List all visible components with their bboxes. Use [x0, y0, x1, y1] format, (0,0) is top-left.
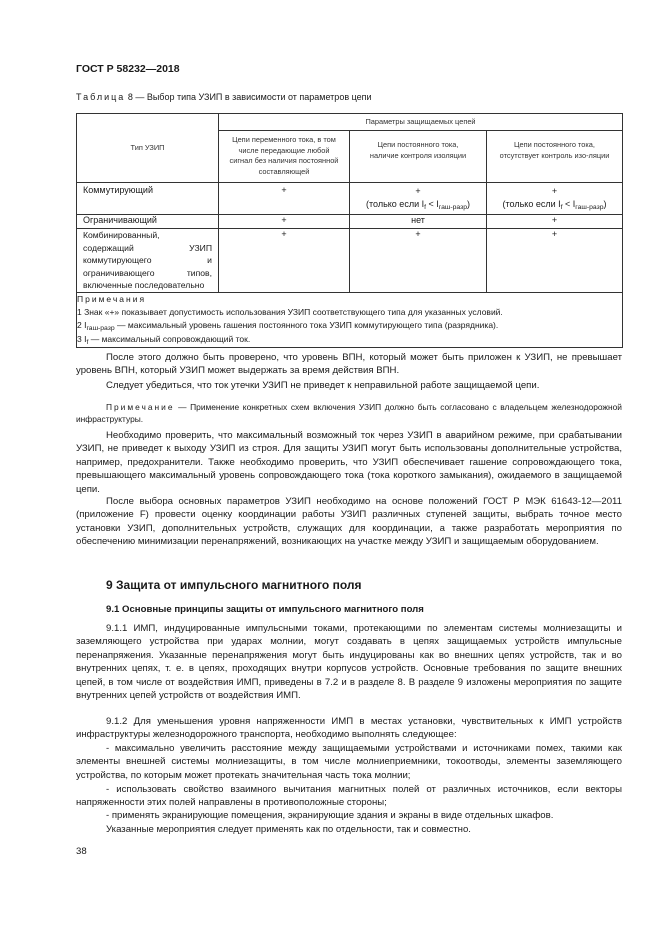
- notes-title: Примечания: [77, 293, 147, 304]
- cell-value: +: [350, 229, 487, 293]
- col-header-dc-control: Цепи постоянного тока, наличие контроля изоляции: [350, 131, 487, 183]
- note-2: 2 $I_{гаш-разр}$ — максимальный уровень гашения постоянного тока УЗИП коммутирующего типа (разрядника).: [77, 319, 499, 332]
- cell-value: +: [487, 229, 623, 293]
- table-notes: [77, 292, 623, 347]
- paragraph: Необходимо проверить, что максимальный возможный ток через УЗИП в аварийном режиме, при срабатывании УЗИП, не приведет к выходу УЗИП из строя. Для защиты УЗИП могут быть использованы дополнительные устройства, например, предохранители. Также необходимо проверить, что УЗИП обеспечивает гашение сопровождающего тока, превышающего максимальный уровень сопровождающего тока (тока короткого замыкания), ожидаемого в защищаемой цепи.: [76, 430, 622, 495]
- table-caption-label: Таблица: [76, 92, 126, 102]
- row-type: Коммутирующий: [77, 183, 219, 215]
- cell-condition: (только если $I_f < I_{гаш-разр}$): [366, 199, 470, 211]
- cell-value: +: [219, 215, 350, 229]
- paragraph: После выбора основных параметров УЗИП необходимо на основе положений ГОСТ Р МЭК 61643-12—2011 (приложение F) провести оценку координации работы УЗИП различных ступеней защиты, выбрать точное место установки УЗИП, дополнительных устройств, служащих для координации, а также разработать мероприятия по обеспечению минимизации перенапряжений, возникающих на участке между УЗИП и защищаемым оборудованием.: [76, 496, 622, 548]
- col-header-dc-no-control: Цепи постоянного тока, отсутствует контроль изо-ляции: [487, 131, 623, 183]
- col-header-type: Тип УЗИП: [77, 114, 219, 183]
- cell-value: [350, 183, 487, 215]
- cell-value: нет: [350, 215, 487, 229]
- table-row: [77, 215, 623, 229]
- table-row: [77, 229, 623, 293]
- note-label: Примечание: [106, 402, 175, 412]
- note-3: 3 $I_f$ — максимальный сопровождающий ток.: [77, 333, 251, 346]
- list-item: - применять экранирующие помещения, экранирующие здания и экраны в виде отдельных шкафов.: [106, 810, 554, 821]
- uzip-selection-table: [76, 113, 623, 348]
- paragraph: 9.1.2 Для уменьшения уровня напряженности ИМП в местах установки, чувствительных к ИМП устройств инфраструктуры железнодорожного транспорта, необходимо выполнять следующее:: [76, 716, 622, 741]
- cell-plus: +: [415, 186, 421, 196]
- cell-condition: (только если $I_f < I_{гаш-разр}$): [502, 199, 607, 211]
- cell-value: +: [487, 215, 623, 229]
- section-heading: 9 Защита от импульсного магнитного поля: [106, 578, 362, 592]
- table-row: [77, 183, 623, 215]
- list-item: - использовать свойство взаимного вычитания магнитных полей от различных источников, если векторы напряженности этих полей направлены в противоположные стороны;: [76, 784, 622, 809]
- subsection-heading: 9.1 Основные принципы защиты от импульсного магнитного поля: [106, 604, 424, 615]
- paragraph: Указанные мероприятия следует применять как по отдельности, так и совместно.: [106, 824, 471, 835]
- table-caption: [76, 92, 372, 102]
- paragraph: Следует убедиться, что ток утечки УЗИП не приведет к неправильной работе защищаемой цепи.: [106, 380, 540, 391]
- document-header: ГОСТ Р 58232—2018: [76, 63, 180, 75]
- col-header-ac: Цепи переменного тока, в том числе передающие любой сигнал без наличия постоянной составляющей: [219, 131, 350, 183]
- row-type: Комбинированный, содержащий УЗИП коммутирующего и ограничивающего типов, включенные последовательно: [77, 229, 219, 293]
- paragraph-note: [76, 401, 622, 425]
- group-header: Параметры защищаемых цепей: [219, 114, 623, 131]
- page-number: 38: [76, 846, 87, 857]
- list-item: - максимально увеличить расстояние между защищаемыми устройствами и источниками помех, такими как элементы внешней системы молниезащиты, в том числе молниеприемники, токоотводы, элементы заземляющего устройства, по которым может протекать значительная часть тока молнии;: [76, 743, 622, 781]
- cell-value: +: [219, 183, 350, 215]
- cell-value: +: [219, 229, 350, 293]
- note-1: 1 Знак «+» показывает допустимость использования УЗИП соответствующего типа для указанных условий.: [77, 306, 503, 317]
- row-type: Ограничивающий: [77, 215, 219, 229]
- paragraph: 9.1.1 ИМП, индуцированные импульсными токами, протекающими по элементам системы молниезащиты и заземляющего устройства при ударах молнии, могут создавать в цепях защищаемых устройств импульсные перенапряжения. Указанные перенапряжения могут быть индуцированы как во внешних цепях устройств, так и во внутренних цепях, т. е. в цепях, проходящих внутри корпусов устройств. Основные требования по защите внешних цепей, в том числе от воздействия ИМП, приведены в 7.2 и в разделе 8. В разделе 9 изложены мероприятия по защите внутренних цепей устройств от воздействия ИМП.: [76, 623, 622, 702]
- table-caption-text: 8 — Выбор типа УЗИП в зависимости от параметров цепи: [127, 92, 372, 102]
- paragraph: После этого должно быть проверено, что уровень ВПН, который может быть приложен к УЗИП, не превышает уровень ВПН, который УЗИП может выдержать за время действия ВПН.: [76, 352, 622, 377]
- cell-plus: +: [551, 186, 558, 196]
- note-text: — Применение конкретных схем включения УЗИП должно быть согласовано с владельцем железнодорожной инфраструктуры.: [76, 402, 622, 424]
- cell-value: [487, 183, 623, 215]
